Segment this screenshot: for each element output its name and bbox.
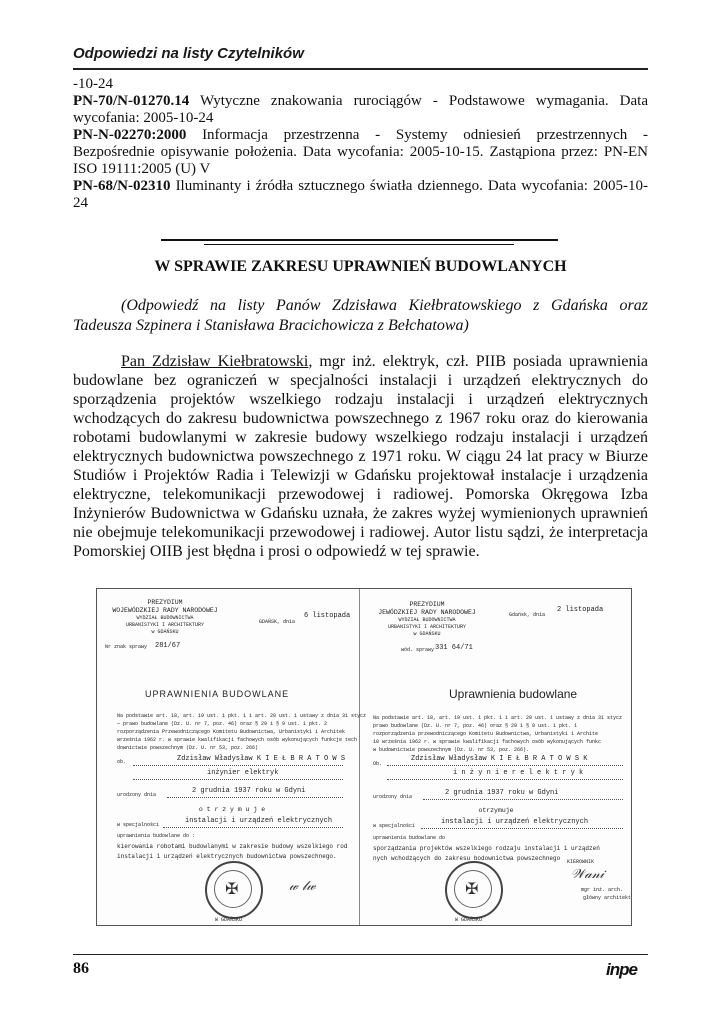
section-divider-thick xyxy=(161,239,558,241)
born-label: urodzony dnia xyxy=(117,792,157,798)
org-line: WYDZIAŁ BUDOWNICTWA xyxy=(136,615,194,621)
spec-label: w specjalności xyxy=(117,822,160,828)
basis-line: września 1962 r. w sprawie kwalifikacji fachowych osób wykonujących funkcje tech xyxy=(117,737,358,743)
org-line: w GDAŃSKU xyxy=(151,629,179,635)
place-date-label: GDAŃSK, dnia xyxy=(259,619,296,625)
basis-line: — prawo budowlane (Dz. U. nr 7, poz. 46) oraz § 29 i § 9 ust. 1 pkt. 2 xyxy=(117,721,328,727)
standard-entry: PN-70/N-01270.14 Wytyczne znakowania rurociągów - Podstawowe wymagania. Data wycofania: 2005-10-24 xyxy=(73,93,648,126)
standard-entry: PN-N-02270:2000 Informacja przestrzenna - Systemy odniesień przestrzennych - Bezpośrednie opisywanie położenia. Data wycofania: 2005-10-15. Zastąpiona przez: PN-EN ISO 19111:2005 (U) V xyxy=(73,127,648,177)
ref-label: Nr znak sprawy xyxy=(105,644,148,650)
standard-entry: -10-24 xyxy=(73,76,113,92)
org-line: PREZYDIUM xyxy=(409,601,445,608)
dotted-line xyxy=(387,779,623,780)
official-seal-icon: ✠ xyxy=(445,861,503,919)
section-divider-thin xyxy=(204,244,514,245)
spec-value: instalacji i urządzeń elektrycznych xyxy=(185,817,333,825)
dotted-line xyxy=(423,799,623,800)
certificates-figure xyxy=(96,588,632,926)
holder-name: Zdzisław Władysław K I E Ł B R A T O W S K xyxy=(411,755,588,763)
dotted-line xyxy=(421,828,623,829)
section-heading: W SPRAWIE ZAKRESU UPRAWNIEŃ BUDOWLANYCH xyxy=(154,258,567,275)
page-number: 86 xyxy=(73,960,89,977)
ref-value: 331 64/71 xyxy=(435,644,473,652)
official-seal-icon: ✠ xyxy=(205,861,263,919)
basis-line: rozporządzenia przewodniczącego Komitetu Budownictwa, Urbanistyki i Archite xyxy=(373,731,599,737)
holder-profession: inżynier elektryk xyxy=(207,769,279,777)
seal-caption: W GDAŃSKU xyxy=(455,917,483,923)
footer-rule xyxy=(73,954,648,955)
org-line: WYDZIAŁ BUDOWNICTWA xyxy=(398,617,456,623)
basis-line: 10 września 1962 r. w sprawie kwalifikacji fachowych osób wykonujących funkc xyxy=(373,739,602,745)
scope-line: instalacji i urządzeń elektrycznych budownictwa powszechnego. xyxy=(117,853,337,860)
org-line: URBANISTYKI I ARCHITEKTURY xyxy=(387,624,466,630)
ref-label: wód. sprawy xyxy=(401,647,435,653)
receives-label: otrzymuje xyxy=(478,807,514,814)
name-label: Ob. xyxy=(373,761,383,767)
header-rule xyxy=(73,68,648,70)
basis-line: downictwie powszechnym (Dz. U. nr 53, poz. 266) xyxy=(117,745,259,751)
date-value: 6 listopada xyxy=(304,612,351,620)
scope-line: sporządzania projektów wszelkiego rodzaju instalacji i urządzeń xyxy=(373,845,600,852)
holder-name: Zdzisław Władysław K I E Ł B R A T O W S xyxy=(177,755,346,763)
place-date-label: Gdańsk, dnia xyxy=(509,612,546,618)
basis-line: w budownictwie powszechnym (Dz. U. nr 53, poz. 266). xyxy=(373,747,530,753)
publisher-logo: inpe xyxy=(606,960,637,979)
scope-label: uprawnienia budowlane do xyxy=(373,835,446,841)
standard-entry: PN-68/N-02310 Iluminanty i źródła sztucznego światła dziennego. Data wycofania: 2005-10-24 xyxy=(73,178,648,211)
certificate-1967 xyxy=(97,589,367,925)
dotted-line xyxy=(133,779,343,780)
date-value: 2 listopada xyxy=(557,606,604,614)
certificate-1971 xyxy=(361,589,631,925)
running-header-title: Odpowiedzi na listy Czytelników xyxy=(73,45,304,62)
dotted-line xyxy=(163,827,343,828)
certificate-title: Uprawnienia budowlane xyxy=(449,687,578,701)
born-value: 2 grudnia 1937 roku w Gdyni xyxy=(192,787,306,795)
signature-note: mgr inż. arch. xyxy=(581,887,624,893)
org-line: w GDAŃSKU xyxy=(413,631,441,637)
spec-label: w specjalności xyxy=(373,823,416,829)
scope-label: uprawnienia budowlane do : xyxy=(117,833,196,839)
scope-line: nych wchodzących do zakresu bodownictwa powszechnego xyxy=(373,855,561,862)
dotted-line xyxy=(133,765,343,766)
basis-line: rozporządzenia Przewodniczącego Komitetu Budownictwa, Urbanistyki i Architek xyxy=(117,729,346,735)
certificate-title: UPRAWNIENIA BUDOWLANE xyxy=(145,689,290,699)
org-line: JEWÓDZKIEJ RADY NARODOWEJ xyxy=(378,609,476,616)
standards-list xyxy=(73,76,648,212)
born-value: 2 grudnia 1937 roku w Gdyni xyxy=(445,789,559,797)
basis-line: Na podstawie art. 18, art. 19 ust. 1 pkt. 1 i art. 20 ust. 1 ustawy z dnia 31 stycz xyxy=(117,713,367,719)
basis-line: prawo budowlane (Dz. U. nr 7, poz. 46) oraz § 29 i § 9 ust. 1 pkt. 1 xyxy=(373,723,578,729)
org-line: PREZYDIUM xyxy=(147,599,183,606)
spec-value: instalacji i urządzeń elektrycznych xyxy=(441,818,589,826)
scope-line: kierowania robotami budowlanymi w zakresie budowy wszelkiego rod xyxy=(117,843,348,850)
signature-subtitle: główny architekt xyxy=(583,895,632,901)
holder-profession: i n ż y n i e r e l e k t r y k xyxy=(453,769,584,777)
org-line: URBANISTYKI I ARCHITEKTURY xyxy=(125,622,204,628)
signature-icon: 𝓌 𝓁𝓌 xyxy=(289,879,316,894)
basis-line: Na podstawie art. 18, art. 19 ust. 1 pkt. 1 i art. 20 ust. 1 ustawy z dnia 31 stycz xyxy=(373,715,623,721)
section-intro: (Odpowiedź na listy Panów Zdzisława Kiełbratowskiego z Gdańska oraz Tadeusza Szpinera i Stanisława Bracichowicza z Bełchatowa) xyxy=(73,297,648,334)
dotted-line xyxy=(167,797,343,798)
person-name: Pan Zdzisław Kiełbratowski xyxy=(121,353,309,370)
org-line: WOJEWÓDZKIEJ RADY NARODOWEJ xyxy=(112,607,218,614)
dotted-line xyxy=(387,765,623,766)
seal-caption: W GDAŃSKU xyxy=(215,917,243,923)
signature-title: KIEROWNIK xyxy=(567,859,595,865)
section-paragraph: Pan Zdzisław Kiełbratowski, mgr inż. elektryk, czł. PIIB posiada uprawnienia budowlane bez ograniczeń w specjalności instalacji i urządzeń elektrycznych do sporządzenia projektów wszelkiego rodzaju instalacji i urządzeń elektrycznych wchodzących do zakresu budownictwa powszechnego z 1967 roku oraz do kierowania robotami budowlanymi w zakresie budowy wszelkiego rodzaju instalacji i urządzeń elektrycznych budownictwa powszechnego z 1971 roku. W ciągu 24 lat pracy w Biurze Studiów i Projektów Radia i Telewizji w Gdańsku projektował instalacje i urządzenia elektryczne, telekomunikacji przewodowej i radiowej. Pomorska Okręgowa Izba Inżynierów Budownictwa w Gdańsku uznała, że zakres wyżej wymienionych uprawnień nie obejmuje telekomunikacji przewodowej i radiowej. Autor listu sądzi, że interpretacja Pomorskiej OIIB jest błędna i prosi o odpowiedź w tej sprawie. xyxy=(73,353,648,560)
born-label: urodzony dnia xyxy=(373,794,413,800)
name-label: ob. xyxy=(117,759,127,765)
ref-value: 281/67 xyxy=(155,642,181,650)
receives-label: o t r z y m u j e xyxy=(198,806,266,813)
signature-icon: 𝒲𝒶𝓃𝒾 xyxy=(571,867,604,882)
